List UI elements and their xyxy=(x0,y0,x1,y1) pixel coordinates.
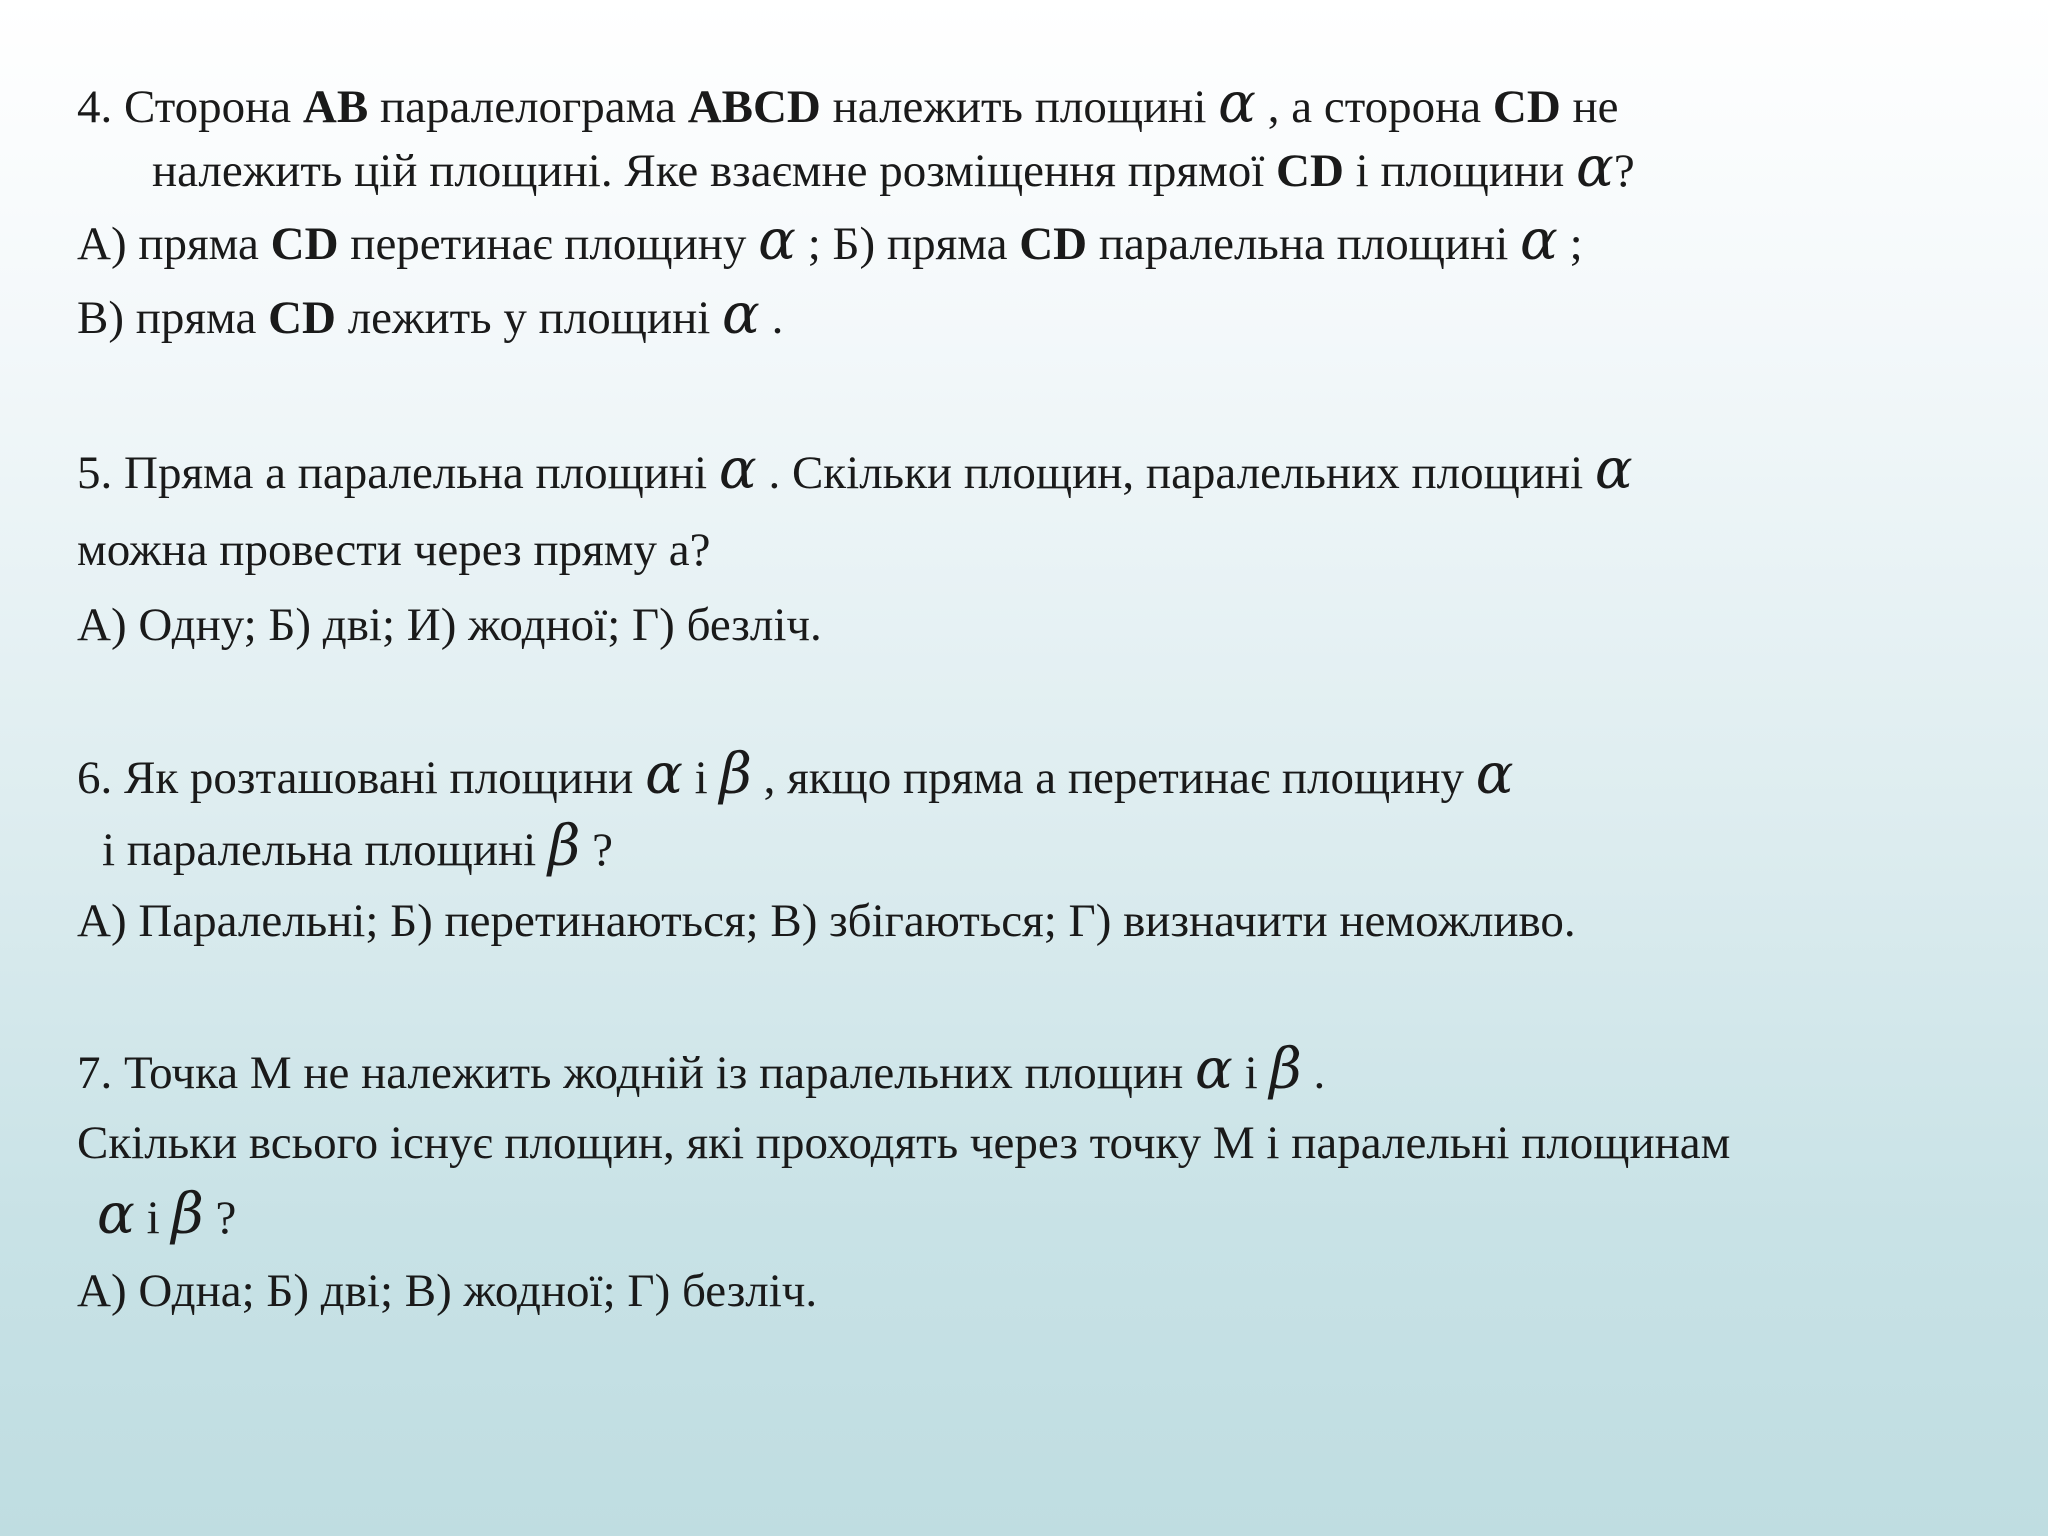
q6-answers: А) Паралельні; Б) перетинаються; В) збігаються; Г) визначити неможливо. xyxy=(77,895,1576,947)
alpha-symbol: α xyxy=(97,1182,135,1247)
q4-ab: AB xyxy=(302,81,369,133)
q4-option-c: В) пряма xyxy=(77,292,269,344)
q7-text: і xyxy=(134,1192,172,1244)
q4-line4 xyxy=(77,282,784,347)
q7-text: 7. Точка М не належить жодній із паралельних площин xyxy=(77,1047,1195,1099)
q7-text: і xyxy=(1232,1047,1270,1099)
q4-line3 xyxy=(77,208,1583,273)
q4-text: лежить у площині xyxy=(335,292,723,344)
q4-text: 4. Сторона xyxy=(77,81,303,133)
q4-line1 xyxy=(77,71,1619,136)
q7-answers: А) Одна; Б) дві; В) жодної; Г) безліч. xyxy=(77,1265,818,1317)
q4-option-b: ; Б) пряма xyxy=(795,218,1020,270)
alpha-symbol: α xyxy=(1475,742,1514,807)
q5-text: 5. Пряма а паралельна площині xyxy=(77,447,719,499)
q7-line3 xyxy=(97,1182,237,1247)
alpha-symbol: α xyxy=(1594,437,1633,502)
q4-text: паралелограма xyxy=(368,81,688,133)
q6-text: ? xyxy=(580,824,613,876)
beta-symbol: β xyxy=(171,1182,204,1247)
alpha-symbol: α xyxy=(718,437,757,502)
q4-line2 xyxy=(152,135,1635,200)
q4-cd: CD xyxy=(1492,81,1561,133)
q5-line2: можна провести через пряму а? xyxy=(77,524,711,576)
q7-text: ? xyxy=(203,1192,237,1244)
alpha-symbol: α xyxy=(1218,71,1256,136)
q6-line2 xyxy=(102,814,613,879)
q6-line1 xyxy=(77,742,1514,807)
alpha-symbol: α xyxy=(1194,1037,1233,1102)
alpha-symbol: α xyxy=(1575,135,1614,200)
q4-abcd: ABCD xyxy=(687,81,821,133)
q4-text: і площини xyxy=(1343,145,1576,197)
q7-line2: Скільки всього існує площин, які проходять через точку М і паралельні площинам xyxy=(77,1117,1731,1169)
q6-text: , якщо пряма а перетинає площину xyxy=(751,752,1476,804)
beta-symbol: β xyxy=(547,814,581,879)
q4-text: ? xyxy=(1613,145,1635,197)
q4-text: належить площині xyxy=(820,81,1219,133)
q4-text: належить цій площині. Яке взаємне розміщення прямої xyxy=(152,145,1277,197)
q6-text: 6. Як розташовані площини xyxy=(77,752,646,804)
q7-line1 xyxy=(77,1037,1326,1102)
q4-cd: CD xyxy=(1276,145,1344,197)
q4-text: не xyxy=(1560,81,1619,133)
beta-symbol: β xyxy=(1269,1037,1302,1102)
q4-option-a: А) пряма xyxy=(77,218,271,270)
beta-symbol: β xyxy=(719,742,752,807)
q4-cd: CD xyxy=(270,218,339,270)
alpha-symbol: α xyxy=(645,742,683,807)
q4-cd: CD xyxy=(268,292,336,344)
q5-line1 xyxy=(77,437,1633,502)
q4-cd: CD xyxy=(1019,218,1088,270)
q4-text: , а сторона xyxy=(1255,81,1493,133)
q4-text: ; xyxy=(1557,218,1583,270)
q4-text: паралельна площині xyxy=(1087,218,1521,270)
q6-text: і xyxy=(682,752,720,804)
q4-text: перетинає площину xyxy=(338,218,759,270)
q7-text: . xyxy=(1301,1047,1326,1099)
alpha-symbol: α xyxy=(758,208,796,273)
q5-answers: А) Одну; Б) дві; И) жодної; Г) безліч. xyxy=(77,599,822,651)
q6-text: і паралельна площині xyxy=(102,824,548,876)
alpha-symbol: α xyxy=(1520,208,1558,273)
q5-text: . Скільки площин, паралельних площині xyxy=(756,447,1595,499)
q4-text: . xyxy=(759,292,784,344)
alpha-symbol: α xyxy=(722,282,760,347)
